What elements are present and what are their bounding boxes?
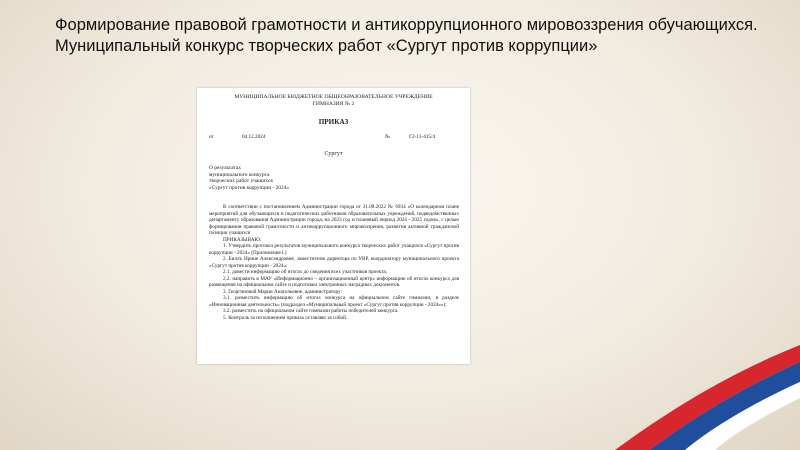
document-organization-line-2: ГИМНАЗИЯ № 2 bbox=[312, 101, 355, 107]
document-paragraph: 3.2. разместить на официальном сайте гимназии работы победителей конкурса. bbox=[223, 308, 399, 314]
document-subject-line: О результатах bbox=[209, 165, 241, 171]
document-from-label: от bbox=[209, 134, 214, 140]
document-paragraph: 3.1. разместить информацию об итогах конкурса на официальном сайте гимназии, в разделе «Инновационная деятельность» (подраздел «Муниципальный проект «Сургут против коррупции - 2024»»); bbox=[209, 295, 459, 308]
slide-title-line-2: Муниципальный конкурс творческих работ «Сургут против коррупции» bbox=[55, 37, 598, 55]
document-paragraph: 2. Биллъ Ирине Александровне, заместителю директора по УВР, координатору муниципального проекта «Сургут против коррупции - 2024»: bbox=[209, 256, 459, 269]
document-subject-line: муниципального конкурса bbox=[209, 171, 270, 178]
document-number: Г2-13-415/4 bbox=[409, 134, 436, 140]
document-paragraph: 3. Георгиновой Марии Анатольевне, администратору: bbox=[223, 288, 343, 295]
document-heading: ПРИКАЗ bbox=[318, 118, 349, 126]
document-number-label: № bbox=[385, 134, 390, 140]
document-city: Сургут bbox=[324, 151, 343, 157]
document-paragraph: В соответствии с постановлением Администрации города от 31.08.2022 № 6934 «О календарном плане мероприятий для обучающихся и педагогических работников образовательных учреждений, подведомственных департаменту образования Администрации города, на 2023 год и плановый период 2024 - 2025 годов», с целью формирования правовой грамотности и антикоррупционного мировоззрения, развития активной гражданской позиции учащихся bbox=[209, 204, 459, 236]
document-subject bbox=[209, 165, 289, 191]
document-subject-line: «Сургут против коррупции - 2024» bbox=[209, 184, 290, 191]
document-date: 04.12.2024 bbox=[242, 134, 266, 140]
document-paragraph: ПРИКАЗЫВАЮ: bbox=[223, 236, 262, 243]
document-paragraph: 2.2. направить в МАУ «Информационно – организационный центр» информацию об итогах конкурса для размещения на официальном сайте и подготовки электронных наградных документов. bbox=[209, 275, 459, 288]
order-document-image bbox=[197, 88, 470, 364]
document-paragraph: 2.1. довести информацию об итогах до сведения всех участников проекта; bbox=[223, 269, 388, 275]
document-paragraph: 5. Контроль за исполнением приказа оставляю за собой. bbox=[223, 314, 348, 321]
slide-title-line-1: Формирование правовой грамотности и антикоррупционного мировоззрения обучающихся. bbox=[55, 16, 758, 34]
document-organization-line-1: МУНИЦИПАЛЬНОЕ БЮДЖЕТНОЕ ОБЩЕОБРАЗОВАТЕЛЬНОЕ УЧРЕЖДЕНИЕ bbox=[234, 94, 433, 100]
document-organization bbox=[197, 94, 470, 108]
document-subject-line: творческих работ учащихся bbox=[209, 178, 273, 185]
document-body bbox=[209, 204, 459, 321]
document-paragraph: 1. Утвердить протокол результатов муниципального конкурса творческих работ учащихся «Сургут против коррупции - 2024» (Приложение1.) bbox=[209, 243, 459, 256]
